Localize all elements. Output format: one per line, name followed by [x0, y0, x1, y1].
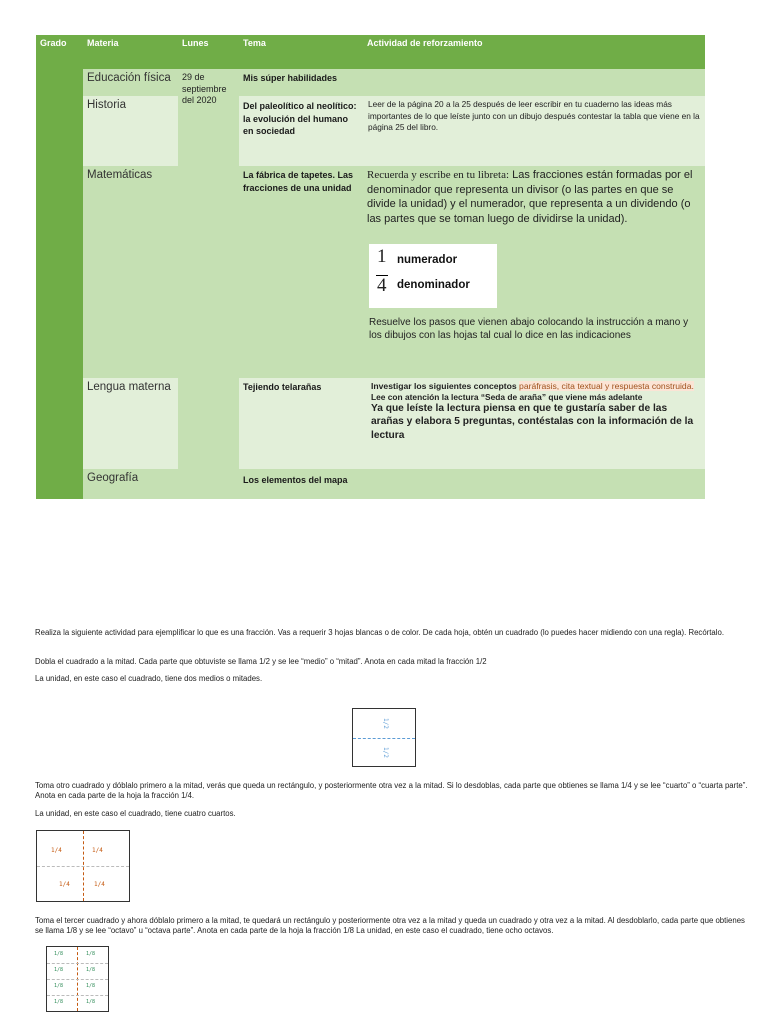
lengua-concepts-highlight: paráfrasis, cita textual y respuesta construida. [519, 381, 694, 391]
fraction-diagram [369, 244, 497, 308]
instruction-paragraph-4: Toma otro cuadrado y dóblalo primero a la mitad, verás que queda un rectángulo, y posteriormente otra vez a la mitad. Si lo desdoblas, cada parte que obtienes se llama 1/4 y se lee “cuarto” o “cuarta parte”. Anota en cada parte de la hoja la fracción 1/4. [35, 781, 748, 800]
date-cell: 29 de septiembre del 2020 [178, 69, 239, 499]
header-lunes: Lunes [178, 35, 239, 69]
fraction-definition [367, 168, 701, 226]
definition-lead: Recuerda y escribe en tu libreta: [367, 169, 510, 181]
grado-column [36, 69, 83, 499]
eighth-label-4: 1/8 [86, 967, 96, 973]
materia-geografia: Geografía [83, 469, 178, 499]
header-tema: Tema [239, 35, 363, 69]
actividad-matematicas [363, 166, 705, 378]
instruction-paragraph-6: Toma el tercer cuadrado y ahora dóblalo primero a la mitad, te quedará un rectángulo y posteriormente otra vez a la mitad y queda un cuadrado y otra vez a la mitad. Al desdoblarlo, cada parte que obtienes se llama 1/8 y se lee “octavo” u “octava parte”. Anota en cada parte de la hoja la fracción 1/8 La unidad, en este caso el cuadrado, tiene ocho octavos. [35, 916, 745, 935]
quarter-label-3: 1/4 [59, 881, 70, 888]
quarter-label-4: 1/4 [94, 881, 105, 888]
half-fold-square [352, 708, 416, 767]
header-materia: Materia [83, 35, 178, 69]
quarter-label-1: 1/4 [51, 847, 62, 854]
eighth-fold-line-1 [47, 963, 108, 964]
eighth-label-5: 1/8 [54, 983, 64, 989]
denominator-label: denominador [397, 279, 470, 291]
eighth-fold-line-3 [47, 995, 108, 996]
materia-historia: Historia [83, 96, 178, 166]
instruction-paragraph-2: Dobla el cuadrado a la mitad. Cada parte que obtuviste se llama 1/2 y se lee “medio” o “mitad”. Anota en cada mitad la fracción 1/2 [35, 657, 487, 666]
header-actividad: Actividad de reforzamiento [363, 35, 705, 69]
half-fold-line [353, 738, 415, 739]
fraction-denominator: 4 [377, 275, 387, 296]
half-label-bottom: 1/2 [382, 747, 389, 758]
instruction-paragraph-3: La unidad, en este caso el cuadrado, tiene dos medios o mitades. [35, 674, 263, 683]
eighth-label-3: 1/8 [54, 967, 64, 973]
lengua-concepts [371, 381, 700, 391]
tema-lengua-materna: Tejiendo telarañas [239, 378, 363, 469]
lengua-questions-instruction: Ya que leíste la lectura piensa en que te gustaría saber de las arañas y elabora 5 preguntas, contéstalas con la información de la lectura [371, 403, 694, 441]
actividad-geografia [363, 469, 705, 499]
header-grado: Grado [36, 35, 83, 69]
fraction-numerator: 1 [377, 246, 387, 267]
tema-geografia: Los elementos del mapa [239, 469, 363, 499]
schedule-table [36, 35, 705, 499]
actividad-educacion-fisica [363, 69, 705, 96]
tema-educacion-fisica: Mis súper habilidades [239, 69, 363, 96]
eighth-fold-line-2 [47, 979, 108, 980]
eighth-label-6: 1/8 [86, 983, 96, 989]
instruction-paragraph-5: La unidad, en este caso el cuadrado, tiene cuatro cuartos. [35, 809, 236, 818]
eighth-label-1: 1/8 [54, 951, 64, 957]
eighth-label-7: 1/8 [54, 999, 64, 1005]
lengua-read-instruction: Lee con atención la lectura “Seda de araña” que viene más adelante [371, 392, 643, 402]
half-label-top: 1/2 [382, 718, 389, 729]
tema-historia: Del paleolítico al neolítico: la evolución del humano en sociedad [239, 96, 363, 166]
quarter-fold-square [36, 830, 130, 902]
tema-matematicas: La fábrica de tapetes. Las fracciones de una unidad [239, 166, 363, 378]
eighth-fold-square [46, 946, 109, 1012]
instruction-paragraph-1: Realiza la siguiente actividad para ejemplificar lo que es una fracción. Vas a requerir 3 hojas blancas o de color. De cada hoja, obtén un cuadrado (lo puedes hacer midiendo con una regla). Recórtalo. [35, 628, 724, 637]
materia-matematicas: Matemáticas [83, 166, 178, 378]
materia-educacion-fisica: Educación física [83, 69, 178, 96]
eighth-label-2: 1/8 [86, 951, 96, 957]
eighth-label-8: 1/8 [86, 999, 96, 1005]
numerator-label: numerador [397, 254, 458, 266]
definition-body: Las fracciones están formadas por el denominador que representa un divisor (o las partes en que se divide la unidad) y el numerador, que representa a un dividendo (o las partes que se toman luego de dividirse la unidad). [367, 169, 693, 225]
math-instructions: Resuelve los pasos que vienen abajo colocando la instrucción a mano y los dibujos con las hojas tal cual lo dice en las indicaciones [369, 317, 689, 341]
quarter-fold-line-vertical [83, 831, 84, 901]
materia-lengua-materna: Lengua materna [83, 378, 178, 469]
quarter-label-2: 1/4 [92, 847, 103, 854]
lengua-concepts-lead: Investigar los siguientes conceptos [371, 381, 520, 391]
actividad-lengua-materna [363, 378, 705, 469]
actividad-historia: Leer de la página 20 a la 25 después de leer escribir en tu cuaderno las ideas más importantes de lo que leíste junto con un dibujo después contestar la tabla que viene en la página 25 del libro. [363, 96, 705, 166]
